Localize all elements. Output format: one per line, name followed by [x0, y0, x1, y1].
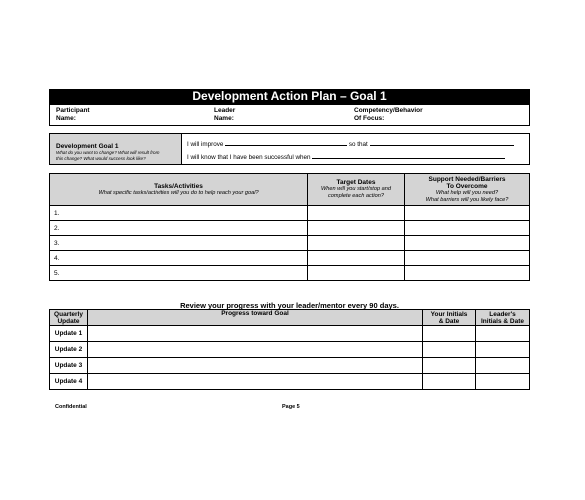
- participant-info-row: [49, 104, 530, 126]
- leader-initials-cell[interactable]: [476, 326, 530, 342]
- target-dates-title: Target Dates: [336, 179, 376, 186]
- task-cell[interactable]: 4.: [50, 251, 308, 266]
- support-title-1: Support Needed/Barriers: [428, 175, 506, 183]
- table-row: [50, 358, 530, 374]
- page-title: Development Action Plan – Goal 1: [49, 89, 530, 104]
- so-that-blank[interactable]: [370, 140, 514, 146]
- task-cell[interactable]: 1.: [50, 206, 308, 221]
- target-date-cell[interactable]: [308, 251, 405, 266]
- support-header: [405, 174, 530, 206]
- progress-cell[interactable]: [88, 358, 423, 374]
- support-cell[interactable]: [405, 251, 530, 266]
- support-cell[interactable]: [405, 266, 530, 281]
- your-initials-line-1: Your Initials: [430, 310, 468, 318]
- progress-cell[interactable]: [88, 374, 423, 390]
- target-dates-sub-1: When will you start/stop and: [321, 186, 391, 192]
- your-initials-header: [423, 310, 476, 326]
- leader-initials-line-1: Leader's: [489, 310, 516, 318]
- competency-label: Competency/Behavior: [354, 107, 423, 114]
- improve-line: [187, 140, 514, 148]
- leader-initials-cell[interactable]: [476, 342, 530, 358]
- improve-blank[interactable]: [225, 140, 347, 146]
- task-cell[interactable]: 3.: [50, 236, 308, 251]
- leader-initials-cell[interactable]: [476, 374, 530, 390]
- footer-page-number: Page 5: [282, 404, 300, 410]
- support-cell[interactable]: [405, 221, 530, 236]
- table-row: [50, 266, 530, 281]
- target-date-cell[interactable]: [308, 236, 405, 251]
- support-sub-1: What help will you need?: [435, 189, 499, 196]
- task-cell[interactable]: 2.: [50, 221, 308, 236]
- progress-cell[interactable]: [88, 326, 423, 342]
- your-initials-cell[interactable]: [423, 358, 476, 374]
- leader-initials-header: [476, 310, 530, 326]
- goal-desc-line-1: What do you want to change? What will result from: [56, 150, 160, 155]
- tasks-header-row: [50, 174, 530, 206]
- quarterly-update-header: [50, 310, 88, 326]
- leader-initials-cell[interactable]: [476, 358, 530, 374]
- target-date-cell[interactable]: [308, 221, 405, 236]
- table-row: [50, 221, 530, 236]
- quarterly-header-line-1: Quarterly: [54, 310, 83, 318]
- target-date-cell[interactable]: [308, 266, 405, 281]
- table-row: [50, 236, 530, 251]
- success-blank[interactable]: [312, 153, 505, 159]
- table-row: [50, 342, 530, 358]
- development-goal-box: [49, 133, 530, 165]
- participant-name-label: Name:: [56, 115, 76, 122]
- your-initials-line-2: & Date: [438, 317, 460, 325]
- progress-header-row: [50, 310, 530, 326]
- tasks-header: [50, 174, 308, 206]
- development-goal-description: [56, 150, 182, 162]
- table-row: [50, 374, 530, 390]
- task-cell[interactable]: 5.: [50, 266, 308, 281]
- footer-confidential: Confidential: [55, 404, 87, 410]
- update-label: Update 2: [50, 342, 88, 358]
- support-sub-2: What barriers will you likely face?: [425, 196, 509, 203]
- review-title: Review your progress with your leader/mentor every 90 days.: [180, 301, 399, 310]
- participant-label: Participant: [56, 107, 90, 114]
- support-title-2: To Overcome: [446, 182, 488, 190]
- development-goal-title: Development Goal 1: [56, 143, 119, 150]
- tasks-table: [49, 173, 530, 281]
- support-cell[interactable]: [405, 206, 530, 221]
- leader-initials-line-2: Initials & Date: [481, 317, 524, 325]
- leader-name-label: Name:: [214, 115, 234, 122]
- development-goal-label-cell: [50, 134, 182, 164]
- target-dates-sub-2: complete each action?: [328, 193, 384, 199]
- progress-table: [49, 309, 530, 390]
- update-label: Update 1: [50, 326, 88, 342]
- progress-cell[interactable]: [88, 342, 423, 358]
- success-line: [187, 153, 505, 161]
- goal-desc-line-2: this change? What would success look like?: [56, 156, 146, 161]
- your-initials-cell[interactable]: [423, 374, 476, 390]
- table-row: [50, 251, 530, 266]
- your-initials-cell[interactable]: [423, 326, 476, 342]
- leader-label: Leader: [214, 107, 236, 114]
- update-label: Update 4: [50, 374, 88, 390]
- focus-label: Of Focus:: [354, 115, 385, 122]
- so-that-label: so that: [348, 141, 368, 148]
- table-row: [50, 326, 530, 342]
- update-label: Update 3: [50, 358, 88, 374]
- tasks-header-title: Tasks/Activities: [154, 182, 203, 190]
- table-row: [50, 206, 530, 221]
- tasks-header-sub: What specific tasks/activities will you do to help reach your goal?: [98, 189, 259, 196]
- progress-goal-header: Progress toward Goal: [88, 310, 423, 326]
- target-dates-header: [308, 174, 405, 206]
- target-date-cell[interactable]: [308, 206, 405, 221]
- support-cell[interactable]: [405, 236, 530, 251]
- your-initials-cell[interactable]: [423, 342, 476, 358]
- quarterly-header-line-2: Update: [57, 317, 80, 325]
- improve-label: I will improve: [187, 141, 224, 148]
- success-label: I will know that I have been successful when: [187, 154, 311, 161]
